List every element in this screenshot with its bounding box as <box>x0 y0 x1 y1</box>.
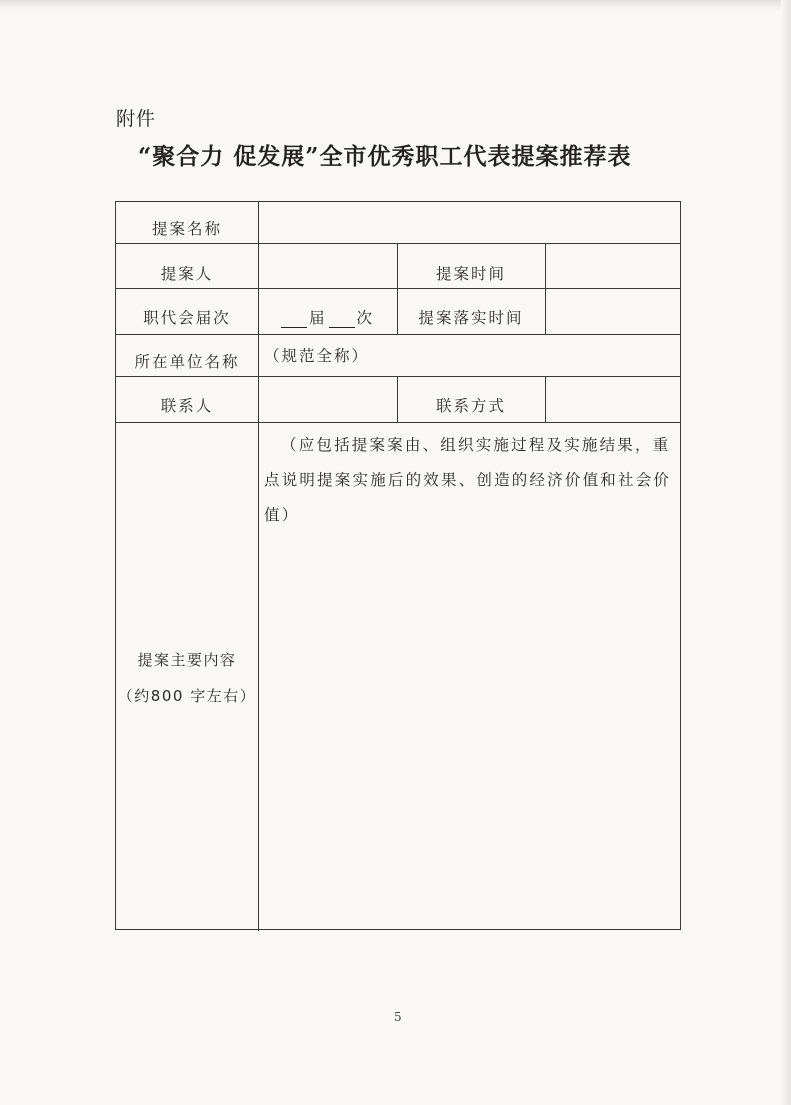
scan-edge-top <box>0 0 791 10</box>
implementation-time-label: 提案落实时间 <box>418 309 524 327</box>
main-content-field[interactable]: （应包括提案案由、组织实施过程及实施结果，重点说明提案实施后的效果、创造的经济价值和社会价值） <box>264 436 672 524</box>
unit-name-field[interactable] <box>258 334 682 376</box>
implementation-time-field[interactable] <box>545 288 682 334</box>
row-divider <box>116 422 680 423</box>
proposal-name-field[interactable] <box>258 202 682 243</box>
page-title: “聚合力 促发展”全市优秀职工代表提案推荐表 <box>138 143 632 170</box>
session-count-blank[interactable] <box>329 311 355 328</box>
session-number-blank[interactable] <box>281 311 307 328</box>
main-content-label <box>116 642 258 714</box>
main-content-label-line1: 提案主要内容 <box>137 651 237 669</box>
page-number: 5 <box>394 1010 402 1024</box>
proposal-time-field[interactable] <box>545 243 682 288</box>
proposal-name-label: 提案名称 <box>151 220 222 238</box>
main-content-label-line2: （约800 字左右） <box>117 687 257 705</box>
congress-session-label: 职代会届次 <box>143 309 231 327</box>
unit-name-label: 所在单位名称 <box>134 353 240 371</box>
congress-session-field[interactable] <box>258 288 397 334</box>
contact-person-label: 联系人 <box>160 397 214 415</box>
contact-person-field[interactable] <box>258 376 397 422</box>
contact-method-field[interactable] <box>545 376 682 422</box>
contact-method-label: 联系方式 <box>435 397 506 415</box>
unit-name-hint: （规范全称） <box>264 347 370 365</box>
attachment-label: 附件 <box>116 108 157 130</box>
scan-edge-right <box>781 0 791 1105</box>
recommendation-form-table <box>115 201 681 930</box>
session-ci-word: 次 <box>356 309 375 327</box>
session-jie-word: 届 <box>308 309 327 327</box>
proposal-time-label: 提案时间 <box>435 265 506 283</box>
proposer-label: 提案人 <box>160 265 214 283</box>
proposer-field[interactable] <box>258 243 397 288</box>
